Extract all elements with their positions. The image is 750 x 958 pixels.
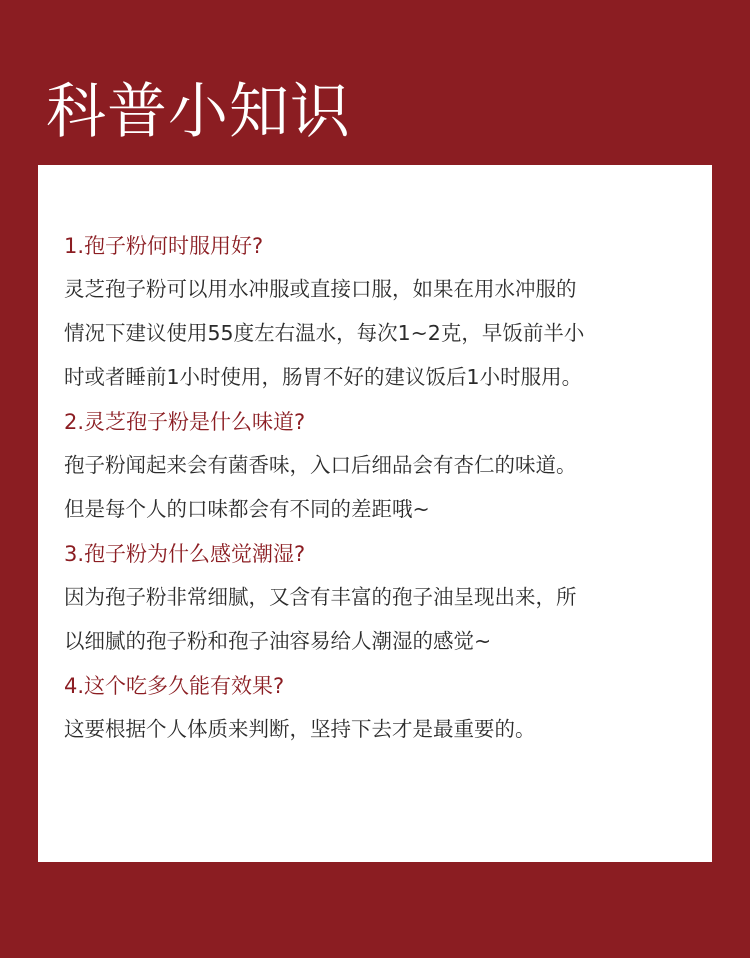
- answer-1-line-1: 灵芝孢子粉可以用水冲服或直接口服，如果在用水冲服的: [64, 277, 577, 301]
- qa-item-1: [64, 227, 690, 399]
- qa-item-2: [64, 403, 690, 531]
- answer-2-line-1: 孢子粉闻起来会有菌香味，入口后细品会有杏仁的味道。: [64, 453, 577, 477]
- answer-1: [64, 267, 690, 399]
- qa-list: [64, 227, 690, 755]
- answer-1-line-2: 情况下建议使用55度左右温水，每次1~2克，早饭前半小: [64, 321, 585, 345]
- question-2: 2.灵芝孢子粉是什么味道?: [64, 410, 306, 434]
- answer-1-line-3: 时或者睡前1小时使用，肠胃不好的建议饭后1小时服用。: [64, 365, 583, 389]
- content-card: [38, 165, 712, 862]
- question-4: 4.这个吃多久能有效果?: [64, 674, 285, 698]
- answer-3-line-2: 以细腻的孢子粉和孢子油容易给人潮湿的感觉~: [64, 629, 492, 653]
- answer-3-line-1: 因为孢子粉非常细腻，又含有丰富的孢子油呈现出来，所: [64, 585, 577, 609]
- page-title: 科普小知识: [46, 77, 351, 147]
- qa-item-4: [64, 667, 690, 751]
- answer-4: [64, 707, 690, 751]
- question-1: 1.孢子粉何时服用好?: [64, 234, 264, 258]
- answer-4-line-1: 这要根据个人体质来判断，坚持下去才是最重要的。: [64, 717, 536, 741]
- qa-item-3: [64, 535, 690, 663]
- answer-2: [64, 443, 690, 531]
- answer-3: [64, 575, 690, 663]
- question-3: 3.孢子粉为什么感觉潮湿?: [64, 542, 306, 566]
- answer-2-line-2: 但是每个人的口味都会有不同的差距哦~: [64, 497, 430, 521]
